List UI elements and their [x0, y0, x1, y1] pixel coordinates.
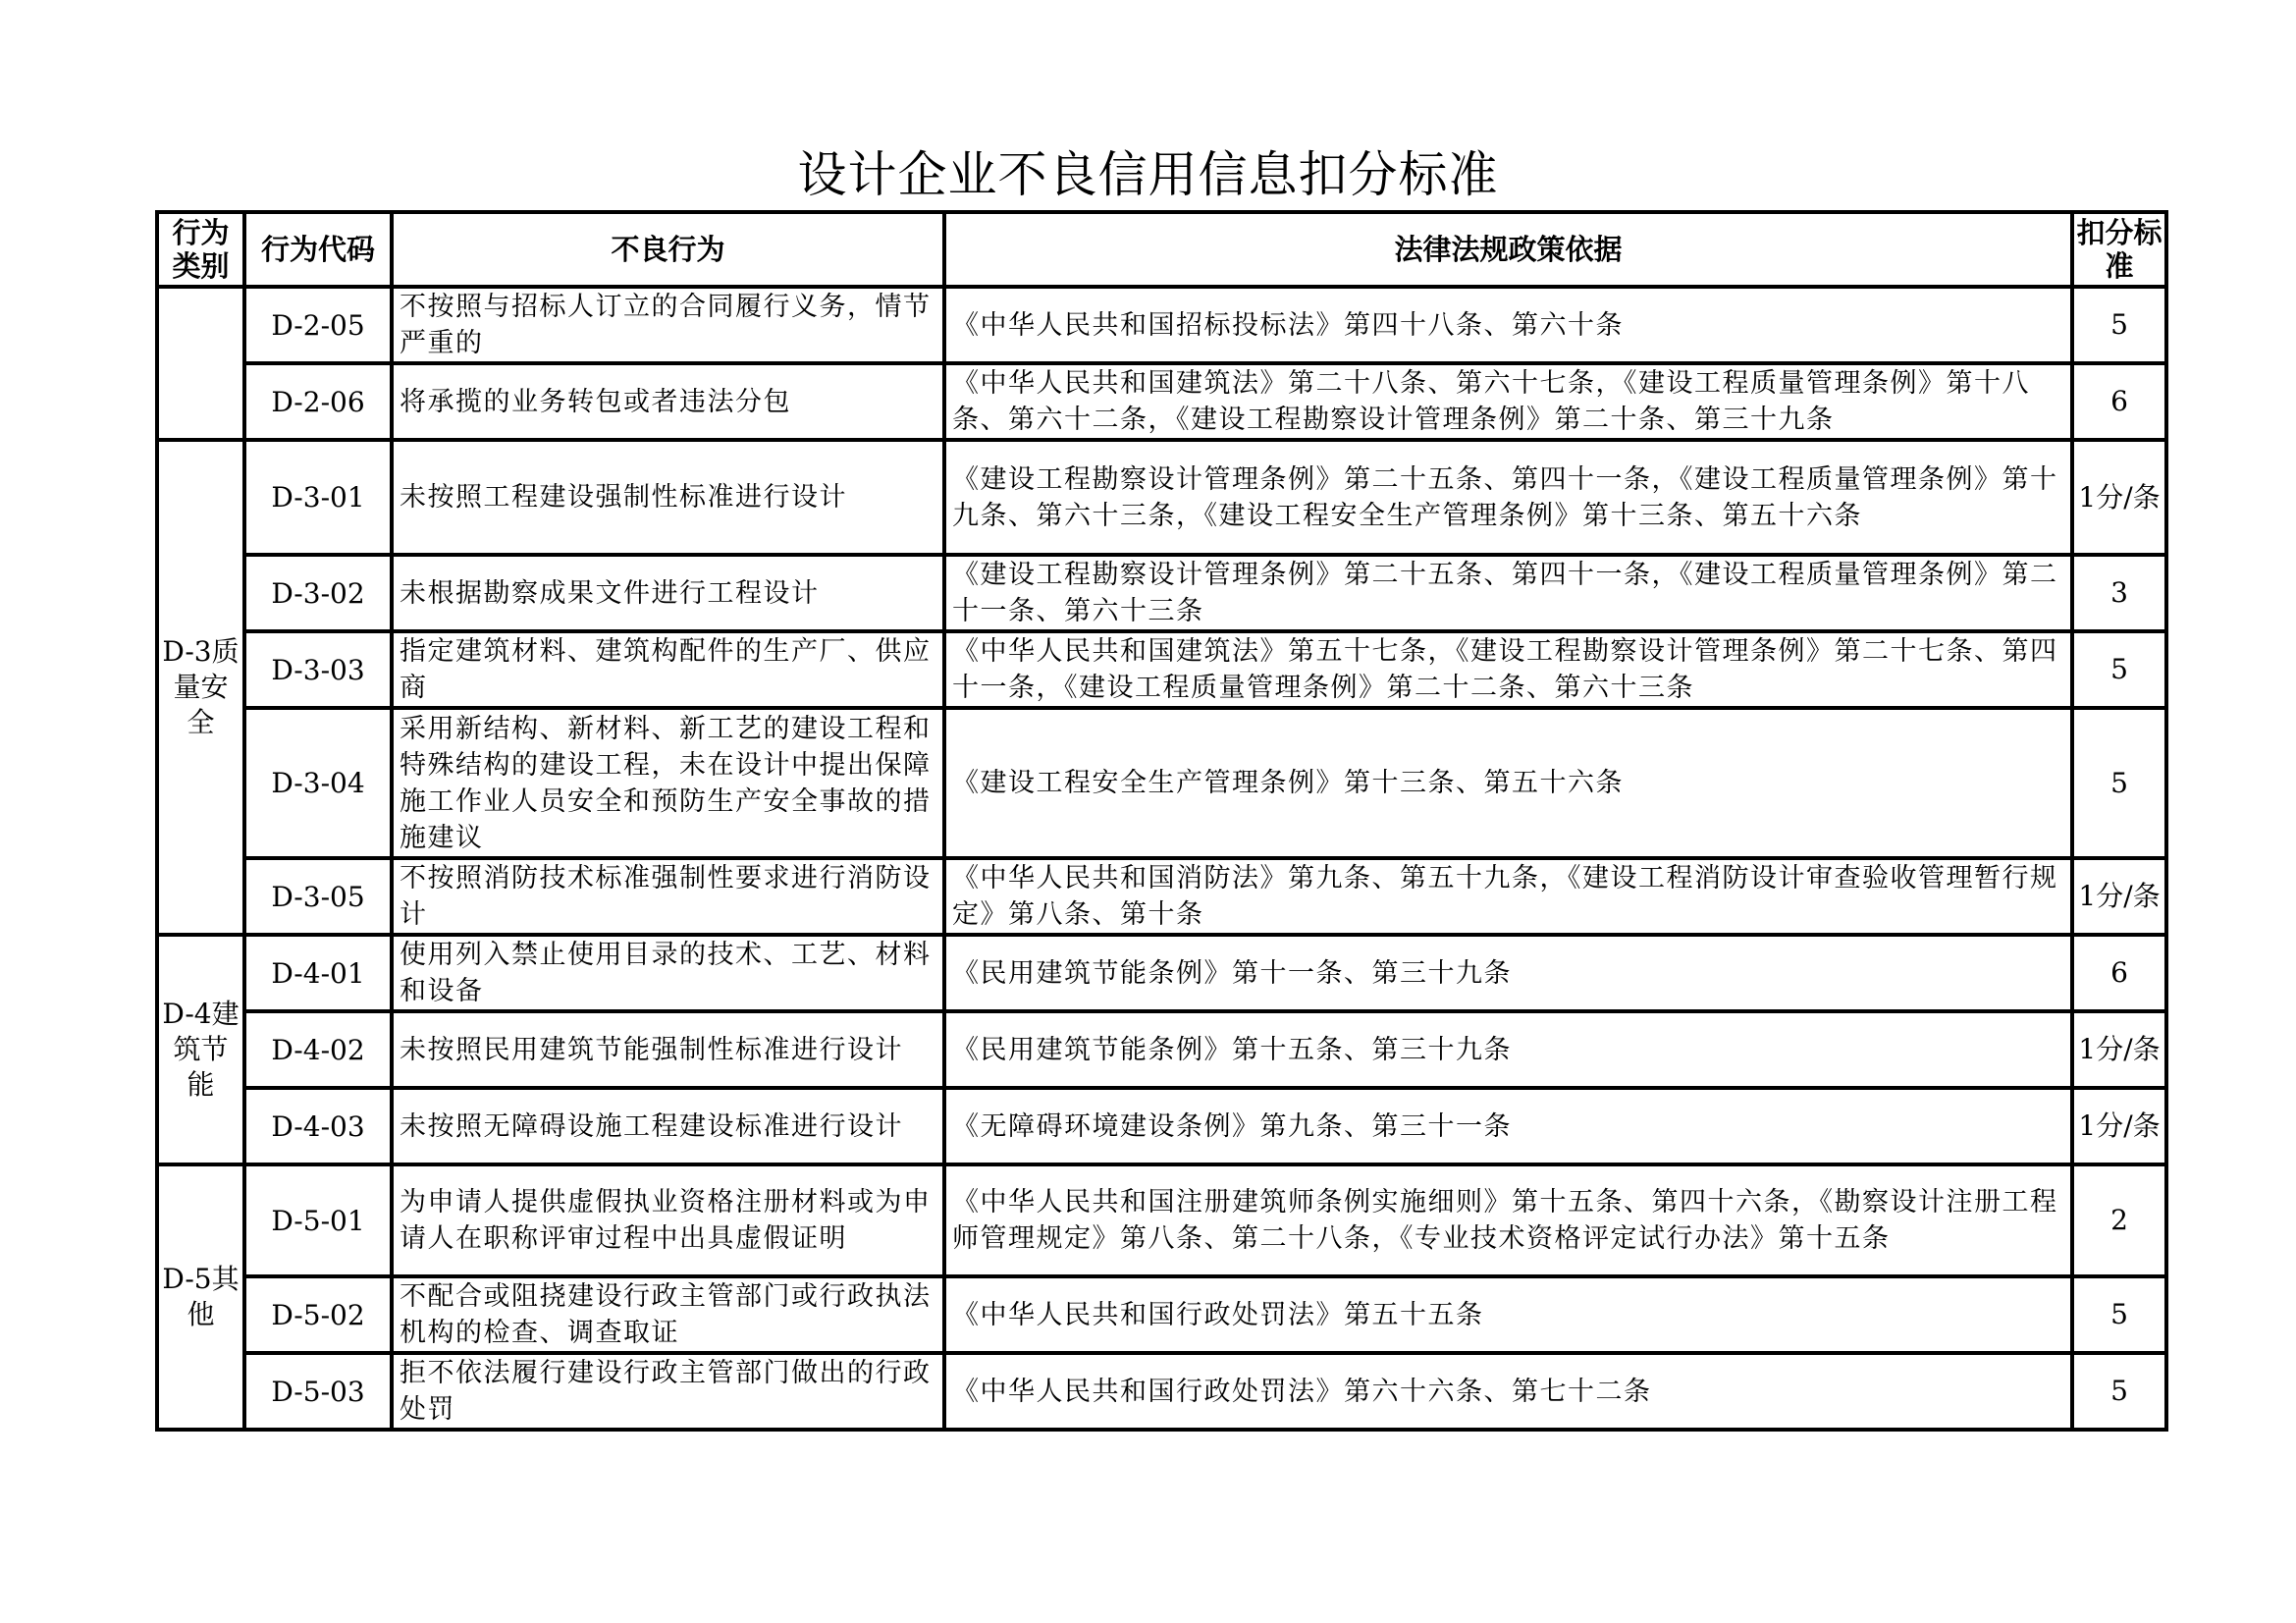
- table-row: [157, 858, 2166, 935]
- code-cell: D-3-03: [244, 631, 392, 708]
- page-title: 设计企业不良信用信息扣分标准: [797, 146, 1499, 203]
- score-cell: 5: [2072, 1276, 2166, 1353]
- behavior-cell: 将承揽的业务转包或者违法分包: [392, 363, 944, 440]
- code-cell: D-5-02: [244, 1276, 392, 1353]
- header-behavior: 不良行为: [392, 212, 944, 287]
- category-cell: D-3质量安全: [157, 440, 244, 935]
- table-row: [157, 935, 2166, 1011]
- score-cell: 1分/条: [2072, 1011, 2166, 1088]
- code-cell: D-2-06: [244, 363, 392, 440]
- score-cell: 6: [2072, 363, 2166, 440]
- behavior-cell: 采用新结构、新材料、新工艺的建设工程和特殊结构的建设工程，未在设计中提出保障施工作业人员安全和预防生产安全事故的措施建议: [392, 708, 944, 858]
- code-cell: D-3-02: [244, 555, 392, 631]
- table-row: [157, 1353, 2166, 1430]
- table-row: [157, 440, 2166, 555]
- table-header-row: [157, 212, 2166, 287]
- legal-basis-cell: 《中华人民共和国行政处罚法》第五十五条: [944, 1276, 2072, 1353]
- table-row: [157, 555, 2166, 631]
- table-row: [157, 1164, 2166, 1276]
- behavior-cell: 未按照无障碍设施工程建设标准进行设计: [392, 1088, 944, 1164]
- code-cell: D-4-03: [244, 1088, 392, 1164]
- code-cell: D-4-02: [244, 1011, 392, 1088]
- code-cell: D-5-03: [244, 1353, 392, 1430]
- behavior-cell: 不配合或阻挠建设行政主管部门或行政执法机构的检查、调查取证: [392, 1276, 944, 1353]
- score-cell: 5: [2072, 287, 2166, 363]
- score-cell: 5: [2072, 708, 2166, 858]
- legal-basis-cell: 《无障碍环境建设条例》第九条、第三十一条: [944, 1088, 2072, 1164]
- header-legal-basis: 法律法规政策依据: [944, 212, 2072, 287]
- table-row: [157, 287, 2166, 363]
- code-cell: D-5-01: [244, 1164, 392, 1276]
- legal-basis-cell: 《建设工程安全生产管理条例》第十三条、第五十六条: [944, 708, 2072, 858]
- score-cell: 1分/条: [2072, 1088, 2166, 1164]
- deduction-standard-table: [155, 210, 2168, 1432]
- header-category: 行为类别: [157, 212, 244, 287]
- category-cell: D-5其他: [157, 1164, 244, 1430]
- legal-basis-cell: 《中华人民共和国注册建筑师条例实施细则》第十五条、第四十六条，《勘察设计注册工程师管理规定》第八条、第二十八条，《专业技术资格评定试行办法》第十五条: [944, 1164, 2072, 1276]
- behavior-cell: 为申请人提供虚假执业资格注册材料或为申请人在职称评审过程中出具虚假证明: [392, 1164, 944, 1276]
- behavior-cell: 不按照与招标人订立的合同履行义务，情节严重的: [392, 287, 944, 363]
- legal-basis-cell: 《中华人民共和国建筑法》第五十七条，《建设工程勘察设计管理条例》第二十七条、第四十一条，《建设工程质量管理条例》第二十二条、第六十三条: [944, 631, 2072, 708]
- code-cell: D-3-01: [244, 440, 392, 555]
- table-row: [157, 1276, 2166, 1353]
- legal-basis-cell: 《中华人民共和国建筑法》第二十八条、第六十七条，《建设工程质量管理条例》第十八条、第六十二条，《建设工程勘察设计管理条例》第二十条、第三十九条: [944, 363, 2072, 440]
- score-cell: 5: [2072, 1353, 2166, 1430]
- legal-basis-cell: 《建设工程勘察设计管理条例》第二十五条、第四十一条，《建设工程质量管理条例》第二十一条、第六十三条: [944, 555, 2072, 631]
- behavior-cell: 未根据勘察成果文件进行工程设计: [392, 555, 944, 631]
- score-cell: 1分/条: [2072, 440, 2166, 555]
- score-cell: 1分/条: [2072, 858, 2166, 935]
- table-row: [157, 363, 2166, 440]
- behavior-cell: 未按照民用建筑节能强制性标准进行设计: [392, 1011, 944, 1088]
- score-cell: 3: [2072, 555, 2166, 631]
- legal-basis-cell: 《中华人民共和国消防法》第九条、第五十九条，《建设工程消防设计审查验收管理暂行规定》第八条、第十条: [944, 858, 2072, 935]
- behavior-cell: 未按照工程建设强制性标准进行设计: [392, 440, 944, 555]
- table-row: [157, 631, 2166, 708]
- legal-basis-cell: 《建设工程勘察设计管理条例》第二十五条、第四十一条，《建设工程质量管理条例》第十九条、第六十三条，《建设工程安全生产管理条例》第十三条、第五十六条: [944, 440, 2072, 555]
- code-cell: D-3-05: [244, 858, 392, 935]
- code-cell: D-3-04: [244, 708, 392, 858]
- table-row: [157, 708, 2166, 858]
- code-cell: D-2-05: [244, 287, 392, 363]
- score-cell: 6: [2072, 935, 2166, 1011]
- behavior-cell: 指定建筑材料、建筑构配件的生产厂、供应商: [392, 631, 944, 708]
- score-cell: 2: [2072, 1164, 2166, 1276]
- legal-basis-cell: 《民用建筑节能条例》第十五条、第三十九条: [944, 1011, 2072, 1088]
- behavior-cell: 拒不依法履行建设行政主管部门做出的行政处罚: [392, 1353, 944, 1430]
- header-code: 行为代码: [244, 212, 392, 287]
- score-cell: 5: [2072, 631, 2166, 708]
- behavior-cell: 使用列入禁止使用目录的技术、工艺、材料和设备: [392, 935, 944, 1011]
- header-score: 扣分标准: [2072, 212, 2166, 287]
- legal-basis-cell: 《中华人民共和国行政处罚法》第六十六条、第七十二条: [944, 1353, 2072, 1430]
- legal-basis-cell: 《中华人民共和国招标投标法》第四十八条、第六十条: [944, 287, 2072, 363]
- category-cell: D-4建筑节能: [157, 935, 244, 1164]
- table-row: [157, 1088, 2166, 1164]
- code-cell: D-4-01: [244, 935, 392, 1011]
- table-row: [157, 1011, 2166, 1088]
- category-cell: [157, 287, 244, 440]
- legal-basis-cell: 《民用建筑节能条例》第十一条、第三十九条: [944, 935, 2072, 1011]
- behavior-cell: 不按照消防技术标准强制性要求进行消防设计: [392, 858, 944, 935]
